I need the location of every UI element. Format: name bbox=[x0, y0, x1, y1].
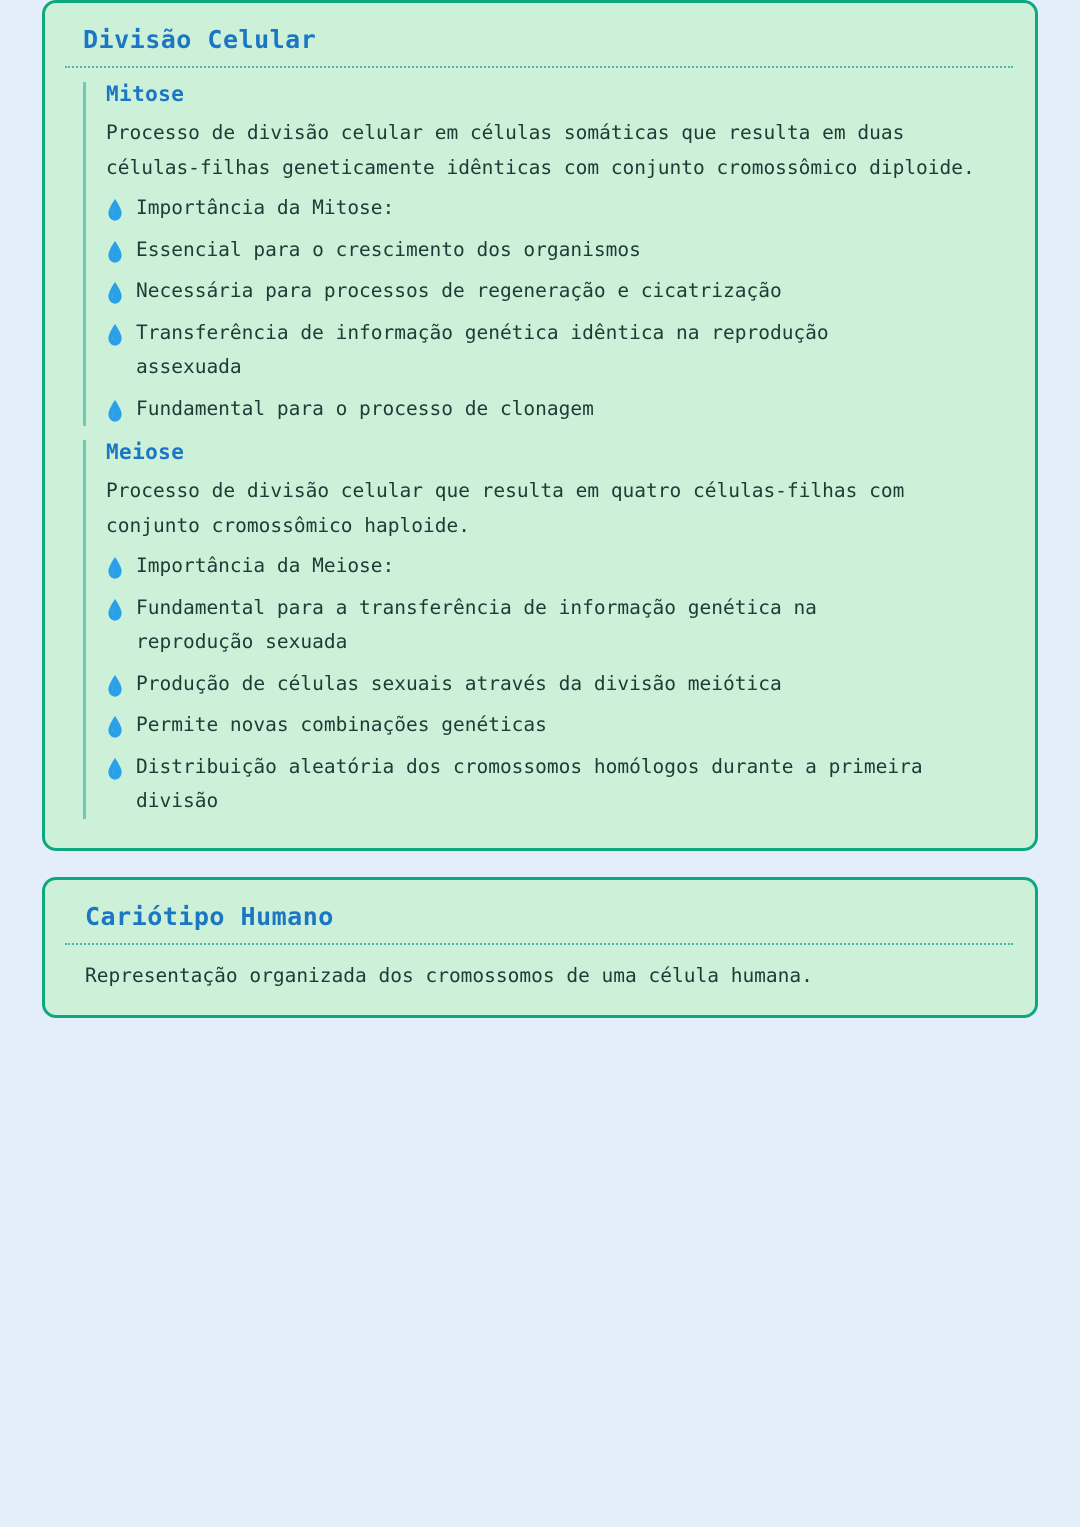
water-drop-icon bbox=[106, 323, 124, 347]
section-meiose bbox=[83, 440, 1013, 819]
list-item-label: Distribuição aleatória dos cromossomos homólogos durante a primeira divisão bbox=[136, 754, 923, 812]
card-cariotipo-humano bbox=[42, 877, 1038, 1019]
water-drop-icon bbox=[106, 281, 124, 305]
section-mitose bbox=[83, 82, 1013, 426]
water-drop-icon bbox=[106, 198, 124, 222]
list-item-label: Importância da Meiose: bbox=[136, 554, 395, 577]
list-item-label: Permite novas combinações genéticas bbox=[136, 713, 547, 736]
section-title: Mitose bbox=[106, 82, 185, 106]
list-item bbox=[106, 667, 1013, 702]
list-item bbox=[106, 233, 1013, 268]
list-item-label: Fundamental para o processo de clonagem bbox=[136, 396, 594, 420]
section-paragraph: Processo de divisão celular que resulta em quatro células-filhas com conjunto cromossômico haploide. bbox=[106, 479, 905, 537]
list-item bbox=[106, 591, 1013, 660]
card-paragraph: Representação organizada dos cromossomos de uma célula humana. bbox=[85, 963, 813, 987]
list-item-label: Transferência de informação genética idêntica na reprodução assexuada bbox=[136, 320, 829, 378]
card-title: Divisão Celular bbox=[65, 25, 1013, 68]
list-item bbox=[106, 191, 1013, 226]
card-body bbox=[65, 82, 1013, 819]
card-divisao-celular bbox=[42, 0, 1038, 851]
card-title: Cariótipo Humano bbox=[65, 902, 1013, 945]
water-drop-icon bbox=[106, 757, 124, 781]
water-drop-icon bbox=[106, 240, 124, 264]
list-item-label: Essencial para o crescimento dos organismos bbox=[136, 237, 641, 261]
water-drop-icon bbox=[106, 556, 124, 580]
water-drop-icon bbox=[106, 674, 124, 698]
water-drop-icon bbox=[106, 399, 124, 423]
list-item-label: Necessária para processos de regeneração e cicatrização bbox=[136, 279, 782, 302]
list-item-label: Fundamental para a transferência de informação genética na reprodução sexuada bbox=[136, 595, 817, 653]
water-drop-icon bbox=[106, 598, 124, 622]
list-item bbox=[106, 549, 1013, 584]
water-drop-icon bbox=[106, 715, 124, 739]
bullet-list bbox=[106, 191, 1013, 426]
bullet-list bbox=[106, 549, 1013, 819]
section-title: Meiose bbox=[106, 440, 185, 464]
list-item bbox=[106, 316, 1013, 385]
list-item-label: Importância da Mitose: bbox=[136, 196, 395, 219]
list-item bbox=[106, 708, 1013, 743]
list-item bbox=[106, 274, 1013, 309]
section-paragraph: Processo de divisão celular em células somáticas que resulta em duas células-filhas geneticamente idênticas com conjunto cromossômico diploide. bbox=[106, 121, 975, 179]
list-item bbox=[106, 750, 1013, 819]
list-item bbox=[106, 392, 1013, 427]
card-body bbox=[65, 959, 1013, 994]
list-item-label: Produção de células sexuais através da divisão meiótica bbox=[136, 671, 782, 695]
